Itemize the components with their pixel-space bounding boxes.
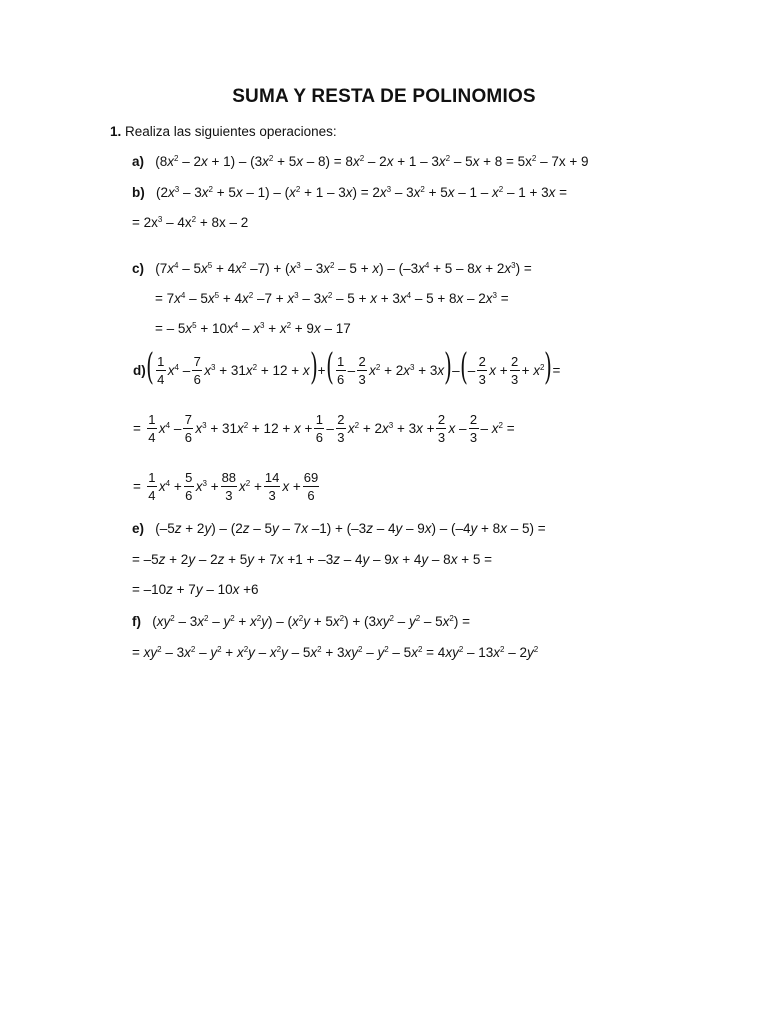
item-e-line-2: = –5z + 2y – 2z + 5y + 7x +1 + –3z – 4y – 9x + 4y – 8x + 5 = <box>132 552 492 567</box>
exercise-instruction <box>110 125 337 139</box>
item-c-line-1: c) ($7x^4 - 5x^5 + 4x^2$ $-7) + (x^3 - 3x^2 - 5 + x) - (-3x^4 + 5 - 8x + 2x^3)$ = <box>132 261 532 276</box>
item-f-line-2: = $xy^2 - 3x^2 - y^2 + x^2y - x^2y - 5x^2 + 3xy^2 - y^2 - 5x^2 = 4xy^2 - 13x^2 - 2y^2$ <box>132 645 539 660</box>
item-e-label: e) <box>132 521 145 536</box>
page-title: SUMA Y RESTA DE POLINOMIOS <box>232 86 536 107</box>
item-f-label: f) <box>132 614 141 629</box>
item-a-line-1: a) $(8x^2 - 2x + 1) - (3x^2 + 5x - 8) = 8x^2 - 2x + 1 - 3x^2 - 5x + 8 = 5x^2 - 7x + 9$ <box>132 154 589 169</box>
item-c-label: c) <box>132 261 145 276</box>
item-f-line-1: f) $(xy^2 - 3x^2 - y^2 + x^2y) - (x^2y + 5x^2) + (3xy^2 - y^2 - 5x^2)$ = <box>132 614 471 629</box>
item-b-label: b) <box>132 185 145 200</box>
item-e-line-1: e) (–5z + 2y) – (2z – 5y – 7x –1) + (–3z – 4y – 9x) – (–4y + 8x – 5) = <box>132 521 546 536</box>
item-b-line-2: = $2x^3 - 4x^2 + 8x - 2$ <box>132 215 249 230</box>
item-b-line-1: b) $(2x^3 - 3x^2 + 5x - 1) - (x^2 + 1 - 3x) = 2x^3 - 3x^2 + 5x - 1 - x^2 - 1 + 3x$ = <box>132 185 568 200</box>
item-d-label: d) <box>133 362 146 378</box>
item-d-line-2: = $\frac{1}{4}$ $x^4$ – $\frac{7}{6}$ $x^3 + 31x^2 + 12 + x$ + $\frac{1}{6}$ – $\frac{2}{3}$ $x^2 + 2x^3 + 3x$ + $\frac{2}{3}$ x – $\frac{2}{3}$ – $x^2$ = <box>133 412 515 445</box>
instruction-text: Realiza las siguientes operaciones: <box>125 124 337 139</box>
item-d-line-3: = $\frac{1}{4}$ $x^4$ + $\frac{5}{6}$ $x^3$ + $\frac{88}{3}$ $x^2$ + $\frac{14}{3}$ x + $\frac{69}{6}$ <box>133 470 319 503</box>
item-a-label: a) <box>132 154 145 169</box>
item-e-line-3: = –10z + 7y – 10x +6 <box>132 582 259 597</box>
item-d-line-1: d) ( $\frac{1}{4}$ $x^4$ – $\frac{7}{6}$ $x^3 + 31x^2 + 12 + x$ ) + ( $\frac{1}{6}$ – $\frac{2}{3}$ $x^2 + 2x^3 + 3x$ ) – ( – $\frac{2}{3}$ x + $\frac{2}{3}$ + $x^2$ ) = <box>133 347 561 388</box>
item-c-line-3: = – $5x^5 + 10x^4 - x^3 + x^2 + 9x - 17$ <box>155 321 351 336</box>
exercise-number: 1. <box>110 124 122 139</box>
item-c-line-2: = $7x^4 - 5x^5 + 4x^2$ $-7 + x^3 - 3x^2 - 5 + x + 3x^4 - 5 + 8x - 2x^3$ = <box>155 291 509 306</box>
